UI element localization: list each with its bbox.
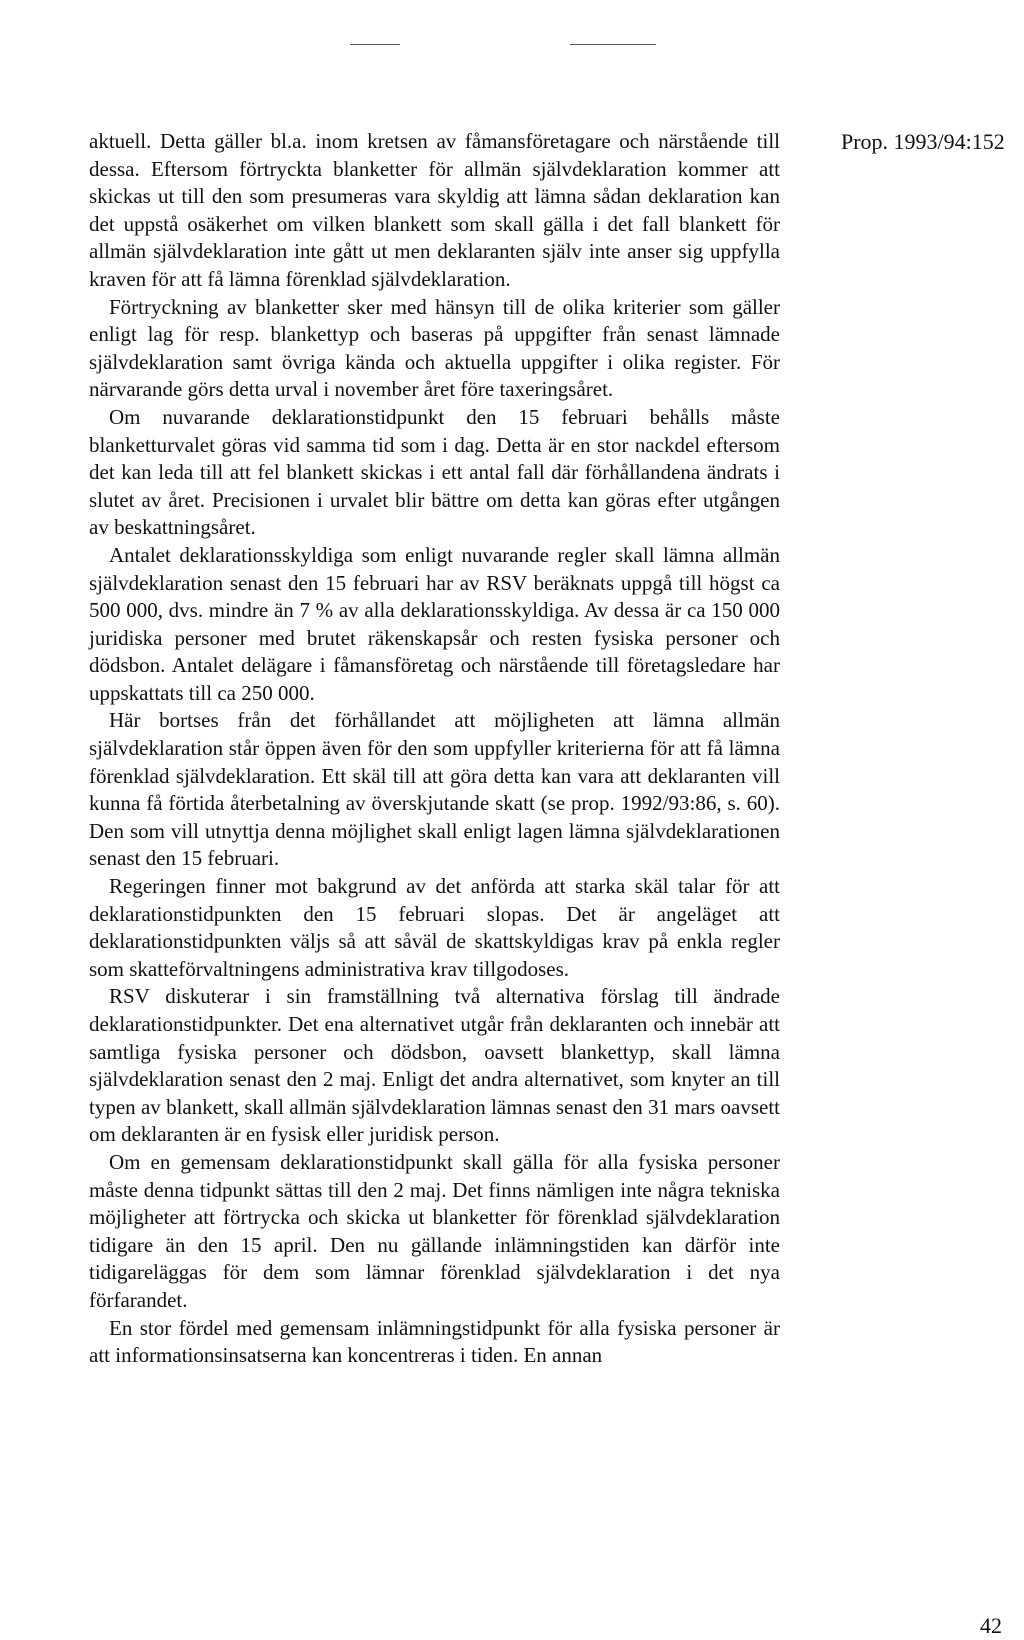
paragraph: Här bortses från det förhållandet att möjligheten att lämna allmän självdeklaration står öppen även för den som uppfyller kriterierna för att få lämna förenklad självdeklaration. Ett skäl till att göra detta kan vara att deklaranten vill kunna få förtida återbetalning av överskjutande skatt (se prop. 1992/93:86, s. 60). Den som vill utnyttja denna möjlighet skall enligt lagen lämna självdeklarationen senast den 15 februari. bbox=[89, 708, 780, 871]
paragraph: Om en gemensam deklarationstidpunkt skall gälla för alla fysiska personer måste denna tidpunkt sättas till den 2 maj. Det finns nämligen inte några tekniska möjligheter att förtrycka och skicka ut blanketter för förenklad självdeklaration tidigare än den 15 april. Den nu gällande inlämningstiden kan därför inte tidigareläggas för dem som lämnar förenklad självdeklaration i det nya förfarandet. bbox=[89, 1149, 780, 1312]
paragraph: RSV diskuterar i sin framställning två alternativa förslag till ändrade deklarationstidpunkter. Det ena alternativet utgår från deklaranten och innebär att samtliga fysiska personer och dödsbon, oavsett blankettyp, skall lämna självdeklaration senast den 2 maj. Enligt det andra alternativet, som knyter an till typen av blankett, skall allmän självdeklaration lämnas senast den 31 mars oavsett om deklaranten är en fysisk eller juridisk person. bbox=[89, 984, 780, 1147]
paragraph: Förtryckning av blanketter sker med hänsyn till de olika kriterier som gäller enligt lag för resp. blankettyp och baseras på uppgifter från senast lämnade självdeklaration samt övriga kända och aktuella uppgifter i olika register. För närvarande görs detta urval i november året före taxeringsåret. bbox=[89, 294, 780, 402]
proposition-reference: Prop. 1993/94:152 bbox=[841, 129, 1005, 154]
paragraph: Om nuvarande deklarationstidpunkt den 15 februari behålls måste blanketturvalet göras vid samma tid som i dag. Detta är en stor nackdel eftersom det kan leda till att fel blankett skickas i ett antal fall där förhållandena ändrats i slutet av året. Precisionen i urvalet blir bättre om detta kan göras efter utgången av beskattningsåret. bbox=[89, 404, 780, 540]
scan-artifact-line bbox=[570, 44, 656, 45]
body-text bbox=[89, 128, 780, 1370]
paragraph: Regeringen finner mot bakgrund av det anförda att starka skäl talar för att deklarationstidpunkten den 15 februari slopas. Det är angeläget att deklarationstidpunkten väljs så att såväl de skattskyldigas krav på enkla regler som skatteförvaltningens administrativa krav tillgodoses. bbox=[89, 874, 780, 981]
paragraph: Antalet deklarationsskyldiga som enligt nuvarande regler skall lämna allmän självdeklaration senast den 15 februari har av RSV beräknats uppgå till högst ca 500 000, dvs. mindre än 7 % av alla deklarationsskyldiga. Av dessa är ca 150 000 juridiska personer med brutet räkenskapsår och resten fysiska personer och dödsbon. Antalet delägare i fåmansföretag och närstående till företagsledare har uppskattats till ca 250 000. bbox=[89, 542, 780, 705]
page-number: 42 bbox=[980, 1613, 1002, 1638]
scan-artifact-line bbox=[350, 44, 400, 45]
paragraph: aktuell. Detta gäller bl.a. inom kretsen av fåmansföretagare och närstående till dessa. Eftersom förtryckta blanketter för allmän självdeklaration kommer att skickas ut till den som presumeras vara skyldig att lämna sådan deklaration kan det uppstå osäkerhet om vilken blankett som skall gälla i det fall blankett för allmän självdeklaration inte gått ut men deklaranten själv inte anser sig uppfylla kraven för att få lämna förenklad självdeklaration. bbox=[89, 129, 780, 291]
scan-artifacts bbox=[0, 44, 1024, 54]
paragraph: En stor fördel med gemensam inlämningstidpunkt för alla fysiska personer är att informationsinsatserna kan koncentreras i tiden. En annan bbox=[89, 1315, 780, 1368]
